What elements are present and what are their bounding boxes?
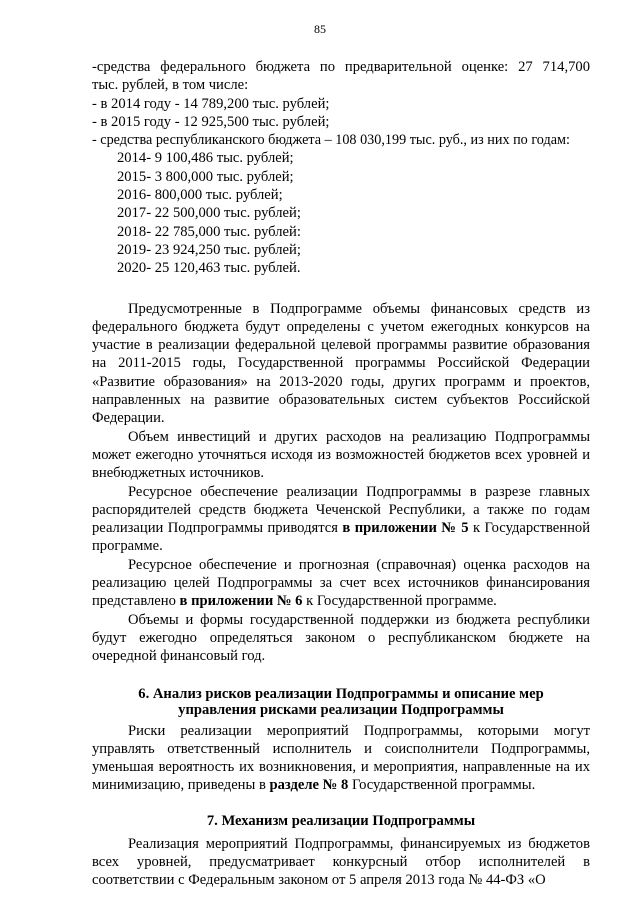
paragraph-funding-sources: Предусмотренные в Подпрограмме объемы финансовых средств из федерального бюджета будут определены с учетом ежегодных конкурсов на участие в реализации федеральной целевой программы развитие образования на 2011-2015 годы, Государственной программы Российской Федерации «Развитие образования» на 2013-2020 годы, других программ и проектов, направленных на развитие образовательных систем субъектов Российской Федерации. xyxy=(92,300,590,427)
year-line: 2016- 800,000 тыс. рублей; xyxy=(117,187,283,204)
paragraph-resource-appendix6: Ресурсное обеспечение и прогнозная (справочная) оценка расходов на реализацию целей Подпрограммы за счет всех источников финансирования представлено в приложении № 6 к Государственной программе. xyxy=(92,556,590,610)
appendix-6-ref: в приложении № 6 xyxy=(179,593,303,610)
republic-funds-line: - средства республиканского бюджета – 108 030,199 тыс. руб., из них по годам: xyxy=(92,132,570,149)
paragraph-investment-volume: Объем инвестиций и других расходов на реализацию Подпрограммы может ежегодно уточняться исходя из возможностей бюджетов всех уровней и внебюджетных источников. xyxy=(92,428,590,482)
year-line: 2017- 22 500,000 тыс. рублей; xyxy=(117,205,301,222)
appendix-5-ref: в приложении № 5 xyxy=(342,520,469,537)
year-line: 2015- 3 800,000 тыс. рублей; xyxy=(117,168,294,185)
section-6-heading: 6. Анализ рисков реализации Подпрограммы и описание мер управления рисками реализации Подпрограммы xyxy=(138,685,544,718)
section-7-heading: 7. Механизм реализации Подпрограммы xyxy=(206,812,476,829)
page-number: 85 xyxy=(314,22,326,36)
federal-2015-line: - в 2015 году - 12 925,500 тыс. рублей; xyxy=(92,113,330,130)
federal-funds-line: -средства федерального бюджета по предварительной оценке: 27 714,700 xyxy=(92,59,590,75)
section-7-text: Реализация мероприятий Подпрограммы, финансируемых из бюджетов всех уровней, предусматривает конкурсный отбор исполнителей в соответствии с Федеральным законом от 5 апреля 2013 года № 44-ФЗ «О xyxy=(92,835,590,889)
section-8-ref: разделе № 8 xyxy=(269,777,349,794)
page-content xyxy=(92,58,590,890)
year-line: 2014- 9 100,486 тыс. рублей; xyxy=(117,150,294,167)
paragraph-state-support: Объемы и формы государственной поддержки из бюджета республики будут ежегодно определяться законом о республиканском бюджете на очередной финансовый год. xyxy=(92,611,590,665)
year-line: 2018- 22 785,000 тыс. рублей: xyxy=(117,223,301,240)
funding-block xyxy=(92,58,590,278)
federal-funds-line-cont: тыс. рублей, в том числе: xyxy=(92,77,249,94)
federal-2014-line: - в 2014 году - 14 789,200 тыс. рублей; xyxy=(92,95,330,112)
section-6-text: Риски реализации мероприятий Подпрограммы, которыми могут управлять ответственный исполнитель и соисполнители Подпрограммы, уменьшая вероятность их возникновения, и мероприятия, направленные на их минимизацию, приведены в разделе № 8 Государственной программы. xyxy=(92,722,590,794)
paragraph-resource-appendix5: Ресурсное обеспечение реализации Подпрограммы в разрезе главных распорядителей средств бюджета Чеченской Республики, а также по годам реализации Подпрограммы приводятся в приложении № 5 к Государственной программе. xyxy=(92,483,591,555)
year-line: 2019- 23 924,250 тыс. рублей; xyxy=(117,241,301,258)
year-line: 2020- 25 120,463 тыс. рублей. xyxy=(117,260,301,277)
